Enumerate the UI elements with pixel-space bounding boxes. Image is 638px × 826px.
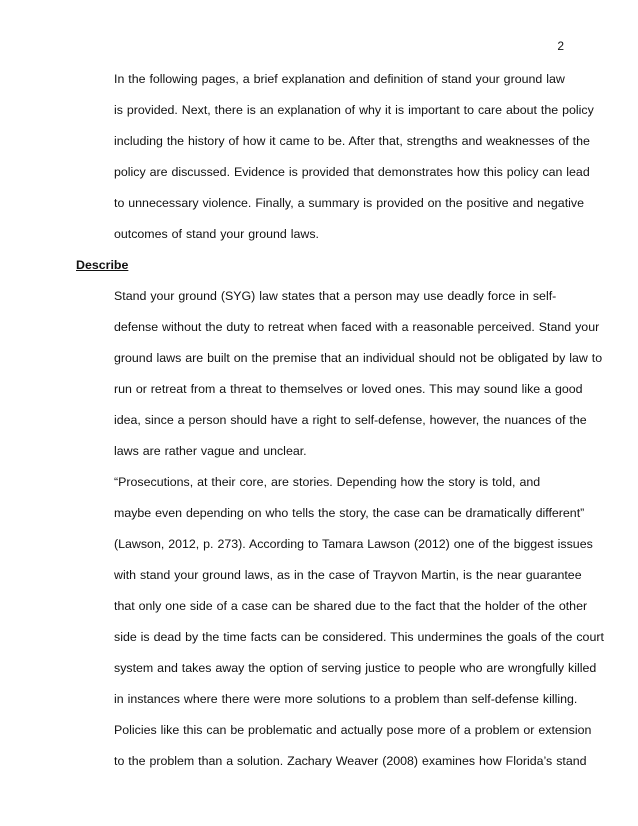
text-line: system and takes away the option of serving justice to people who are wrongfully killed	[114, 661, 597, 675]
text-line: with stand your ground laws, as in the case of Trayvon Martin, is the near guarantee	[114, 568, 582, 582]
intro-paragraph	[76, 64, 594, 250]
text-line: (Lawson, 2012, p. 273). According to Tamara Lawson (2012) one of the biggest issues	[114, 537, 593, 551]
page-number: 2	[557, 39, 564, 53]
text-line: “Prosecutions, at their core, are stories. Depending how the story is told, and	[114, 475, 541, 489]
text-line: idea, since a person should have a right to self-defense, however, the nuances of the	[114, 413, 587, 427]
text-line: outcomes of stand your ground laws.	[114, 227, 319, 241]
text-line: to unnecessary violence. Finally, a summary is provided on the positive and negative	[114, 196, 584, 210]
section-heading: Describe	[76, 258, 129, 272]
text-line: including the history of how it came to be. After that, strengths and weaknesses of the	[114, 134, 590, 148]
text-line: ground laws are built on the premise that an individual should not be obligated by law to	[114, 351, 603, 365]
describe-paragraph-1	[76, 281, 603, 467]
text-line: is provided. Next, there is an explanation of why it is important to care about the policy	[114, 103, 594, 117]
describe-paragraph-2	[76, 467, 604, 777]
document-body	[76, 64, 604, 777]
text-line: in instances where there were more solutions to a problem than self-defense killing.	[114, 692, 578, 706]
text-line: In the following pages, a brief explanation and definition of stand your ground law	[114, 72, 565, 86]
text-line: to the problem than a solution. Zachary Weaver (2008) examines how Florida’s stand	[114, 754, 587, 768]
text-line: defense without the duty to retreat when faced with a reasonable perceived. Stand your	[114, 320, 600, 334]
text-line: Policies like this can be problematic and actually pose more of a problem or extension	[114, 723, 592, 737]
text-line: laws are rather vague and unclear.	[114, 444, 307, 458]
text-line: maybe even depending on who tells the story, the case can be dramatically different”	[114, 506, 585, 520]
text-line: side is dead by the time facts can be considered. This undermines the goals of the court	[114, 630, 604, 644]
text-line: Stand your ground (SYG) law states that a person may use deadly force in self-	[114, 289, 557, 303]
text-line: that only one side of a case can be shared due to the fact that the holder of the other	[114, 599, 588, 613]
text-line: run or retreat from a threat to themselves or loved ones. This may sound like a good	[114, 382, 583, 396]
text-line: policy are discussed. Evidence is provided that demonstrates how this policy can lead	[114, 165, 590, 179]
